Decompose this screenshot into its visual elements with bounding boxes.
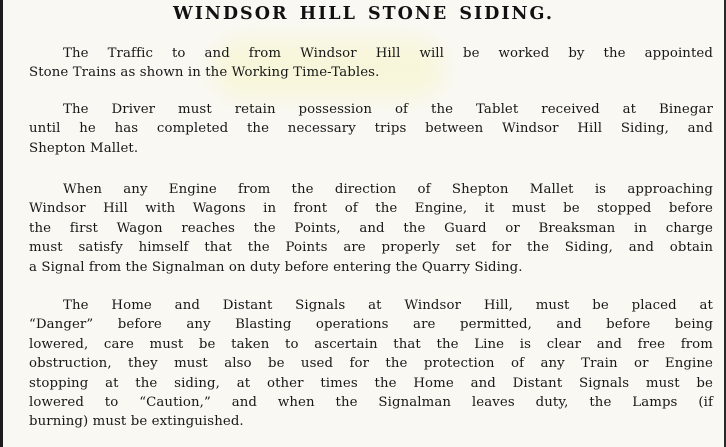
paragraph-line: The Traffic to and from Windsor Hill will be worked by the appointed xyxy=(63,46,713,61)
paragraph-line: the first Wagon reaches the Points, and the Guard or Breaksman in charge xyxy=(29,220,713,236)
paragraph-line: a Signal from the Signalman on duty before entering the Quarry Siding. xyxy=(29,259,523,275)
paragraph-tablet xyxy=(29,100,713,158)
paragraph-line: until he has completed the necessary trips between Windsor Hill Siding, and xyxy=(29,121,713,137)
paragraph-line: When any Engine from the direction of Shepton Mallet is approaching xyxy=(63,182,713,197)
paragraph-line: The Driver must retain possession of the Tablet received at Binegar xyxy=(63,102,713,117)
paragraph-line: lowered, care must be taken to ascertain that the Line is clear and free from xyxy=(29,336,713,352)
document-heading: WINDSOR HILL STONE SIDING. xyxy=(173,4,554,24)
paragraph-line: The Home and Distant Signals at Windsor Hill, must be placed at xyxy=(63,298,713,313)
paragraph-line: burning) must be extinguished. xyxy=(29,414,244,430)
paragraph-line: Shepton Mallet. xyxy=(29,140,139,156)
paragraph-line: lowered to “Caution,” and when the Signalman leaves duty, the Lamps (if xyxy=(29,395,713,411)
paragraph-line: “Danger” before any Blasting operations are permitted, and before being xyxy=(29,317,713,333)
paragraph-line: must satisfy himself that the Points are properly set for the Siding, and obtain xyxy=(29,240,713,256)
paragraph-traffic xyxy=(29,44,713,83)
paragraph-line: obstruction, they must also be used for the protection of any Train or Engine xyxy=(29,356,713,372)
paragraph-line: Windsor Hill with Wagons in front of the Engine, it must be stopped before xyxy=(29,201,713,217)
paragraph-signals xyxy=(29,296,713,432)
paragraph-engine-approach xyxy=(29,180,713,277)
paragraph-line: stopping at the siding, at other times the Home and Distant Signals must be xyxy=(29,375,713,391)
paragraph-line: Stone Trains as shown in the Working Time-Tables. xyxy=(29,65,380,81)
